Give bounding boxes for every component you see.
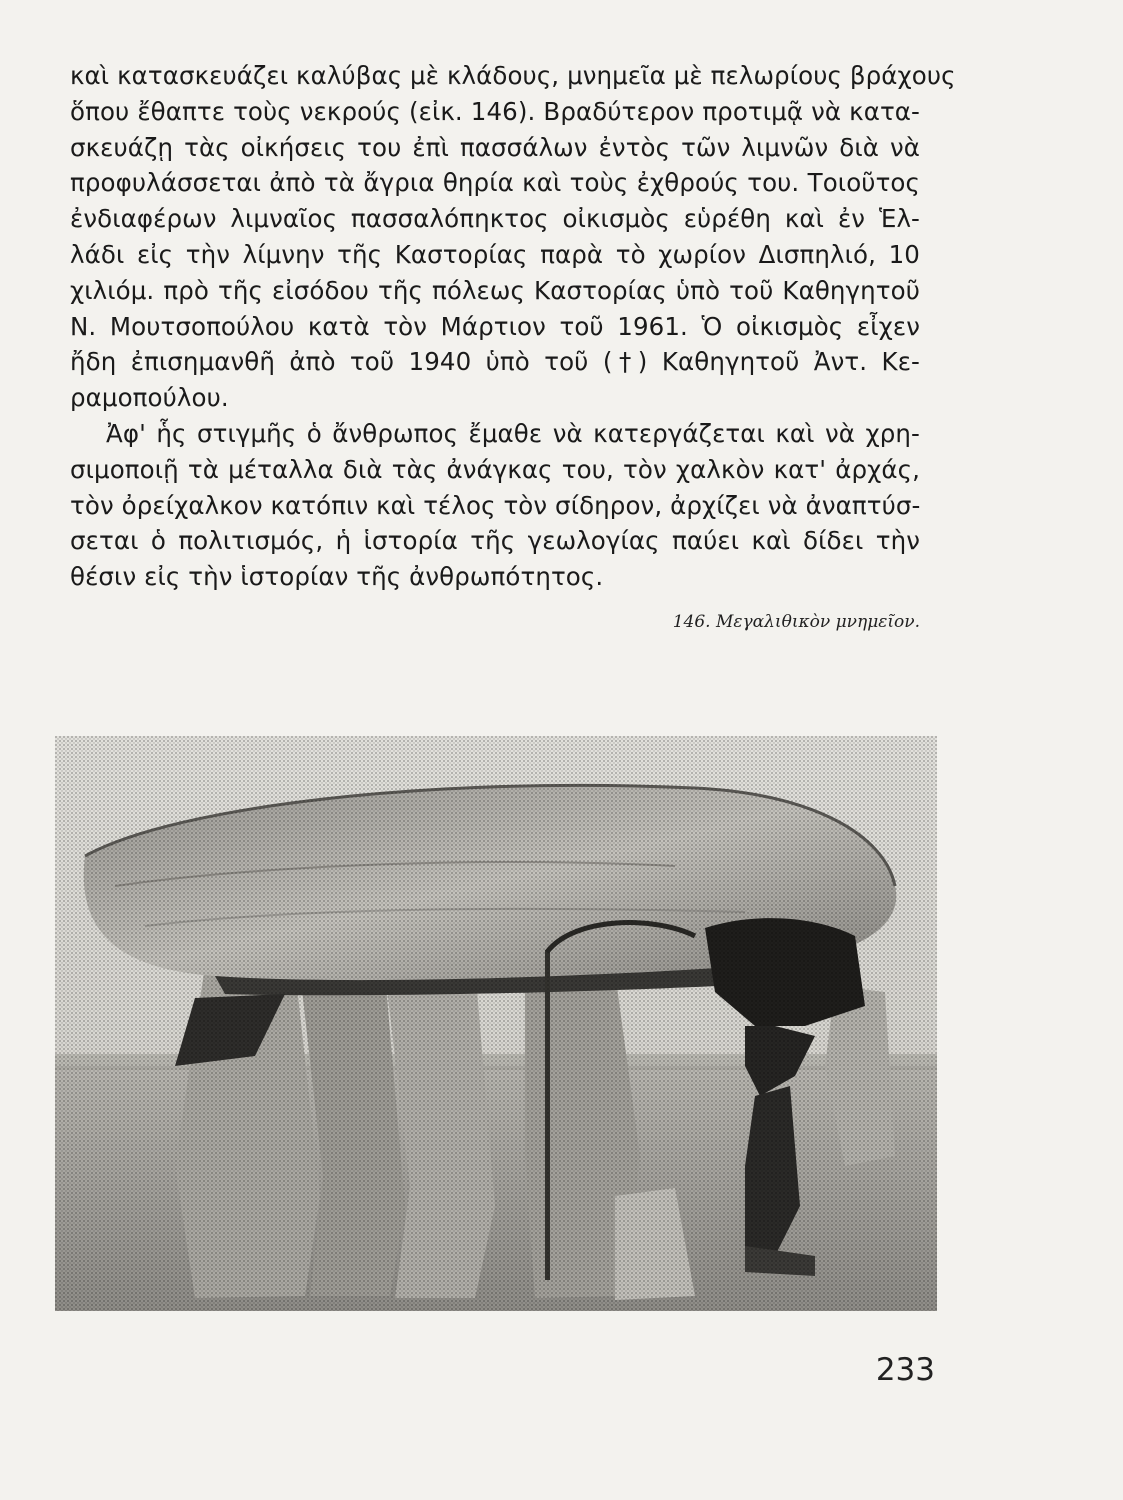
text-line: θέσιν εἰς τὴν ἱστορίαν τῆς ἀνθρωπότητος. [70, 562, 604, 592]
text-line: Ἀφ' ἧς στιγμῆς ὁ ἄνθρωπος ἔμαθε νὰ κατεργάζεται καὶ νὰ χρη- [106, 418, 920, 448]
text-line: χιλιόμ. πρὸ τῆς εἰσόδου τῆς πόλεως Καστορίας ὑπὸ τοῦ Καθηγητοῦ [70, 275, 920, 305]
page-number: 233 [875, 1352, 935, 1388]
text-line: ἤδη ἐπισημανθῆ ἀπὸ τοῦ 1940 ὑπὸ τοῦ (†) Καθηγητοῦ Ἀντ. Κε- [70, 347, 920, 377]
text-line: σεται ὁ πολιτισμός, ἡ ἱστορία τῆς γεωλογίας παύει καὶ δίδει τὴν [70, 526, 920, 556]
text-line: ραμοπούλου. [70, 383, 229, 413]
text-line: σιμοποιῇ τὰ μέταλλα διὰ τὰς ἀνάγκας του, τὸν χαλκὸν κατ' ἀρχάς, [70, 454, 920, 484]
body-text [70, 58, 956, 595]
figure-caption: 146. Μεγαλιθικὸν μνημεῖον. [672, 612, 920, 632]
text-line: σκευάζῃ τὰς οἰκήσεις του ἐπὶ πασσάλων ἐντὸς τῶν λιμνῶν διὰ νὰ [70, 132, 920, 162]
text-line: προφυλάσσεται ἀπὸ τὰ ἄγρια θηρία καὶ τοὺς ἐχθρούς του. Τοιοῦτος [70, 168, 920, 198]
megalithic-monument-photo [55, 736, 937, 1311]
text-line: τὸν ὀρείχαλκον κατόπιν καὶ τέλος τὸν σίδηρον, ἀρχίζει νὰ ἀναπτύσ- [70, 490, 921, 520]
text-line: ἐνδιαφέρων λιμναῖος πασσαλόπηκτος οἰκισμὸς εὑρέθη καὶ ἐν Ἑλ- [70, 204, 920, 234]
text-line: καὶ κατασκευάζει καλύβας μὲ κλάδους, μνημεῖα μὲ πελωρίους βράχους [70, 61, 956, 90]
text-line: ὅπου ἔθαπτε τοὺς νεκρούς (εἰκ. 146). Βραδύτερον προτιμᾷ νὰ κατα- [70, 96, 920, 126]
text-line: Ν. Μουτσοπούλου κατὰ τὸν Μάρτιον τοῦ 1961. Ὁ οἰκισμὸς εἶχεν [70, 311, 920, 341]
text-line: λάδι εἰς τὴν λίμνην τῆς Καστορίας παρὰ τὸ χωρίον Δισπηλιό, 10 [70, 239, 920, 269]
